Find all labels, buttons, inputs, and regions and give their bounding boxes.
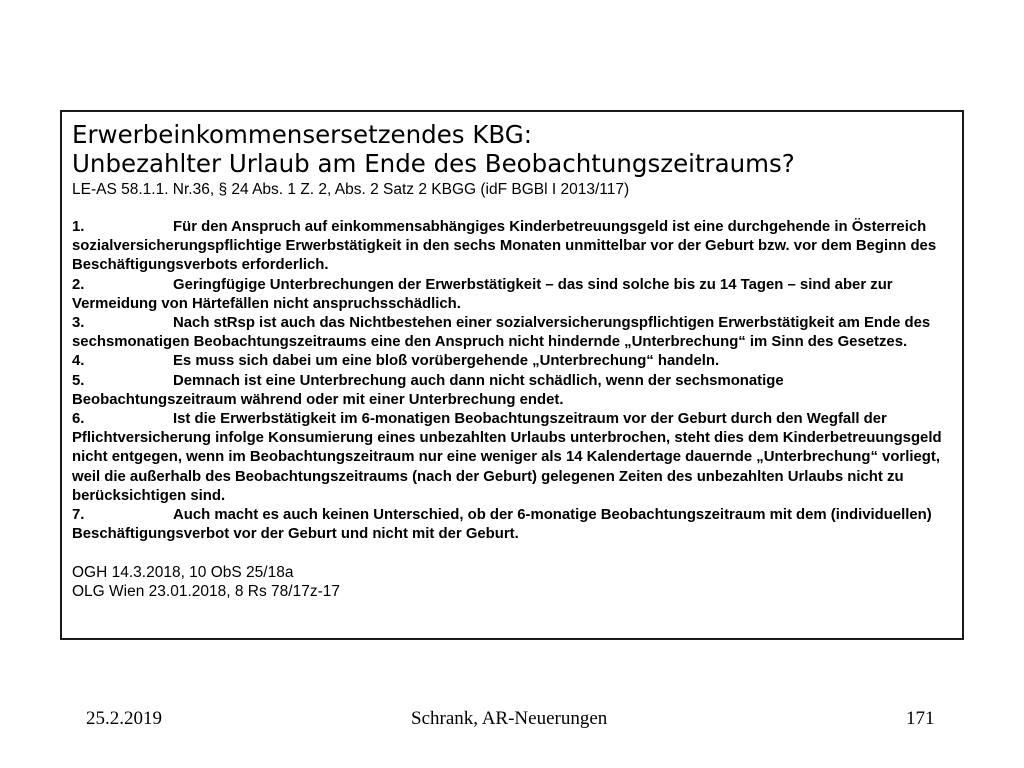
title-line-2: Unbezahlter Urlaub am Ende des Beobachtungszeitraums? [72,149,795,178]
point-3 [72,314,952,352]
point-number: 7. [72,507,85,524]
point-number: 1. [72,219,85,235]
point-text: Ist die Erwerbstätigkeit im 6-monatigen Beobachtungszeitraum vor der Geburt durch den Wegfall der Pflichtversicherung infolge Konsumierung eines unbezahlten Urlaubs unterbrochen, steht dies dem Kinderbetreuungsgeld nicht entgegen, wenn im Beobachtungszeitraum nur eine weniger als 14 Kalendertage dauernde „Unterbrechung“ vorliegt, weil die außerhalb des Beobachtungszeitraums (nach der Geburt) gelegenen Zeiten des unbezahlten Urlaubs nicht zu berücksichtigen sind. [72,411,942,504]
point-number: 4. [72,353,85,370]
point-5 [72,372,952,410]
court-references [72,563,952,601]
point-text: Für den Anspruch auf einkommensabhängiges Kinderbetreuungsgeld ist eine durchgehende in Österreich sozialversicherungspflichtige Erwerbstätigkeit in den sechs Monaten unmittelbar vor der Geburt bzw. vor dem Beginn des Beschäftigungsverbots erforderlich. [72,219,937,274]
point-text: Demnach ist eine Unterbrechung auch dann nicht schädlich, wenn der sechsmonatige Beobachtungszeitraum während oder mit einer Unterbrechung endet. [72,372,784,408]
footer-date: 25.2.2019 [86,708,162,729]
content-box [60,110,964,640]
reference-olg: OLG Wien 23.01.2018, 8 Rs 78/17z-17 [72,583,340,601]
point-text: Auch macht es auch keinen Unterschied, ob der 6-monatige Beobachtungszeitraum mit dem (individuellen) Beschäftigungsverbot vor der Geburt und nicht mit der Geburt. [72,507,932,543]
point-number: 2. [72,276,85,293]
point-text: Es muss sich dabei um eine bloß vorübergehende „Unterbrechung“ handeln. [173,353,720,370]
point-2 [72,276,952,314]
citation: LE-AS 58.1.1. Nr.36, § 24 Abs. 1 Z. 2, Abs. 2 Satz 2 KBGG (idF BGBl I 2013/117) [72,181,630,198]
point-4 [72,352,952,371]
point-7 [72,506,952,544]
point-text: Geringfügige Unterbrechungen der Erwerbstätigkeit – das sind solche bis zu 14 Tagen – sind aber zur Vermeidung von Härtefällen nicht anspruchsschädlich. [72,276,893,312]
reference-ogh: OGH 14.3.2018, 10 ObS 25/18a [72,564,294,582]
point-number: 5. [72,372,85,389]
page-number: 171 [906,708,935,729]
point-number: 6. [72,411,85,428]
point-text: Nach stRsp ist auch das Nichtbestehen einer sozialversicherungspflichtigen Erwerbstätigkeit am Ende des sechsmonatigen Beobachtungszeitraums eine den Anspruch nicht hindernde „Unterbrechung“ im Sinn des Gesetzes. [72,315,931,351]
point-number: 3. [72,315,85,332]
spacer [72,200,952,218]
title-line-1: Erwerbeinkommensersetzendes KBG: [72,120,533,149]
point-1 [72,218,952,276]
footer-author: Schrank, AR-Neuerungen [411,708,608,729]
point-6 [72,410,952,506]
judgment-points [72,218,952,544]
